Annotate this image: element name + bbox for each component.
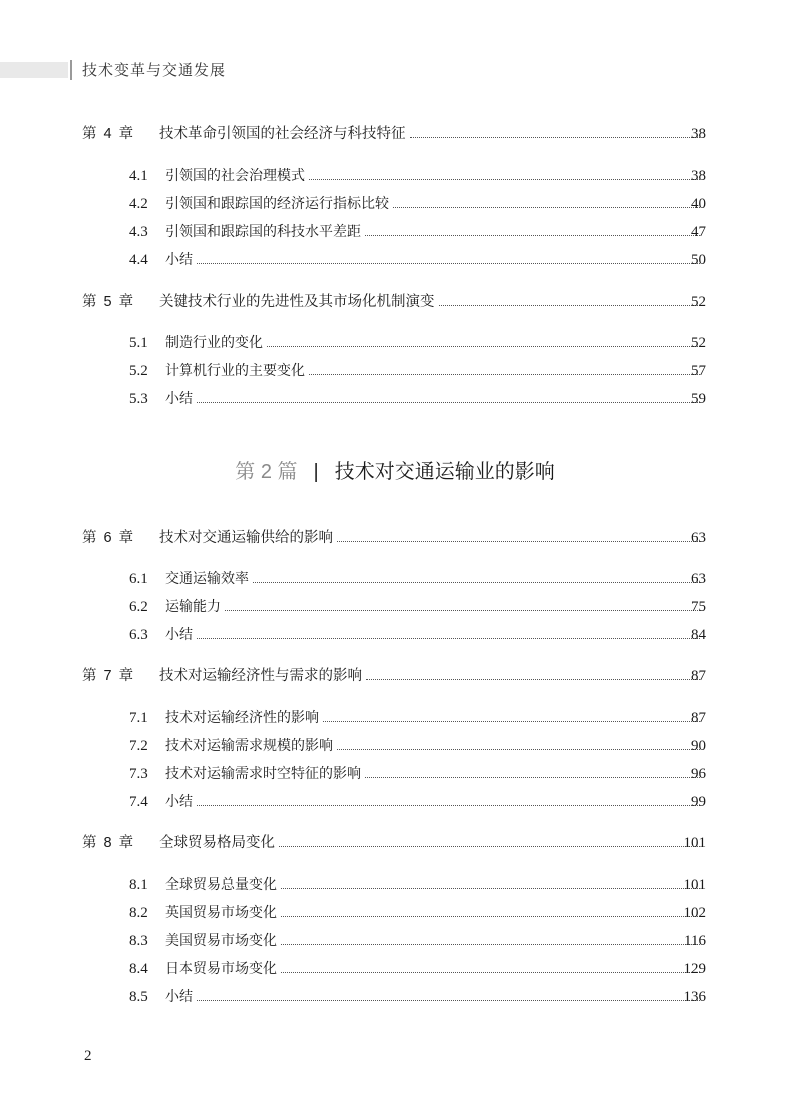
toc-entry-title: 引领国的社会治理模式 <box>165 168 305 184</box>
toc-entry-title: 运输能力 <box>165 599 221 615</box>
toc-dot-leader <box>366 679 700 680</box>
toc-entry-title: 技术对运输经济性与需求的影响 <box>159 668 362 684</box>
toc-entry-page: 52 <box>691 294 706 310</box>
toc-dot-leader <box>267 346 700 347</box>
toc-entry-number: 第 7 章 <box>82 668 134 684</box>
toc-section-row <box>0 957 790 981</box>
toc-chapter-row <box>0 122 790 146</box>
toc-entry-title: 英国贸易市场变化 <box>165 905 277 921</box>
toc-entry-title: 小结 <box>165 794 193 810</box>
part-separator: | <box>313 461 319 483</box>
part-title: 技术对交通运输业的影响 <box>334 461 555 483</box>
toc-dot-leader <box>253 582 700 583</box>
toc-entry-number: 第 4 章 <box>82 126 134 142</box>
toc-entry-title: 全球贸易总量变化 <box>165 877 277 893</box>
toc-entry-title: 美国贸易市场变化 <box>165 933 277 949</box>
toc-section-row <box>0 331 790 355</box>
toc-dot-leader <box>393 207 700 208</box>
toc-section-row <box>0 734 790 758</box>
toc-dot-leader <box>323 721 700 722</box>
toc-entry-page: 116 <box>684 933 706 949</box>
toc-entry-number: 7.1 <box>129 710 148 726</box>
toc-entry-number: 5.3 <box>129 391 148 407</box>
running-header: 技术变革与交通发展 <box>82 61 227 79</box>
toc-section-row <box>0 567 790 591</box>
toc-dot-leader <box>337 749 700 750</box>
toc-entry-number: 第 8 章 <box>82 835 134 851</box>
toc-section-row <box>0 387 790 411</box>
toc-entry-title: 计算机行业的主要变化 <box>165 363 305 379</box>
toc-section-row <box>0 164 790 188</box>
toc-entry-number: 5.1 <box>129 335 148 351</box>
toc-dot-leader <box>197 805 700 806</box>
toc-entry-page: 38 <box>691 126 706 142</box>
toc-section-row <box>0 359 790 383</box>
toc-dot-leader <box>197 263 700 264</box>
toc-dot-leader <box>225 610 700 611</box>
toc-entry-number: 第 6 章 <box>82 530 134 546</box>
toc-entry-number: 4.1 <box>129 168 148 184</box>
toc-entry-page: 47 <box>691 224 706 240</box>
toc-entry-page: 87 <box>691 710 706 726</box>
toc-section-row <box>0 929 790 953</box>
header-divider <box>70 60 72 80</box>
toc-entry-page: 84 <box>691 627 706 643</box>
part-heading <box>0 455 790 484</box>
toc-entry-page: 59 <box>691 391 706 407</box>
toc-entry-number: 7.3 <box>129 766 148 782</box>
part-label: 第 2 篇 <box>235 461 298 483</box>
toc-entry-title: 小结 <box>165 627 193 643</box>
toc-entry-page: 50 <box>691 252 706 268</box>
toc-entry-number: 8.3 <box>129 933 148 949</box>
toc-entry-page: 96 <box>691 766 706 782</box>
page-number: 2 <box>84 1048 92 1064</box>
toc-dot-leader <box>309 374 700 375</box>
toc-dot-leader <box>281 944 700 945</box>
toc-entry-title: 日本贸易市场变化 <box>165 961 277 977</box>
toc-entry-number: 4.4 <box>129 252 148 268</box>
toc-entry-number: 第 5 章 <box>82 294 134 310</box>
toc-dot-leader <box>197 1000 700 1001</box>
toc-entry-title: 技术对交通运输供给的影响 <box>159 530 333 546</box>
toc-entry-page: 129 <box>683 961 706 977</box>
toc-entry-page: 136 <box>683 989 706 1005</box>
toc-entry-number: 7.2 <box>129 738 148 754</box>
toc-entry-number: 8.4 <box>129 961 148 977</box>
toc-chapter-row <box>0 526 790 550</box>
toc-dot-leader <box>337 541 700 542</box>
toc-entry-page: 102 <box>683 905 706 921</box>
toc-section-row <box>0 706 790 730</box>
toc-section-row <box>0 790 790 814</box>
toc-entry-title: 小结 <box>165 989 193 1005</box>
toc-entry-page: 57 <box>691 363 706 379</box>
toc-section-row <box>0 901 790 925</box>
toc-dot-leader <box>410 137 700 138</box>
toc-entry-title: 引领国和跟踪国的经济运行指标比较 <box>165 196 389 212</box>
header-decor-bar <box>0 62 68 78</box>
toc-section-row <box>0 595 790 619</box>
toc-entry-number: 4.2 <box>129 196 148 212</box>
toc-entry-title: 关键技术行业的先进性及其市场化机制演变 <box>159 294 435 310</box>
toc-section-row <box>0 873 790 897</box>
toc-section-row <box>0 220 790 244</box>
toc-chapter-row <box>0 290 790 314</box>
toc-section-row <box>0 248 790 272</box>
toc-entry-page: 101 <box>683 877 706 893</box>
toc-entry-title: 小结 <box>165 391 193 407</box>
toc-dot-leader <box>309 179 700 180</box>
toc-entry-number: 4.3 <box>129 224 148 240</box>
toc-entry-number: 6.3 <box>129 627 148 643</box>
toc-entry-title: 小结 <box>165 252 193 268</box>
toc-entry-title: 制造行业的变化 <box>165 335 263 351</box>
toc-dot-leader <box>281 888 700 889</box>
toc-dot-leader <box>281 916 700 917</box>
toc-entry-number: 6.2 <box>129 599 148 615</box>
toc-entry-title: 技术对运输需求时空特征的影响 <box>165 766 361 782</box>
toc-entry-title: 技术对运输需求规模的影响 <box>165 738 333 754</box>
toc-dot-leader <box>365 777 700 778</box>
toc-entry-page: 99 <box>691 794 706 810</box>
toc-entry-page: 101 <box>683 835 706 851</box>
toc-entry-number: 6.1 <box>129 571 148 587</box>
toc-entry-number: 5.2 <box>129 363 148 379</box>
toc-dot-leader <box>279 846 700 847</box>
toc-entry-page: 63 <box>691 530 706 546</box>
toc-entry-number: 8.2 <box>129 905 148 921</box>
toc-chapter-row <box>0 664 790 688</box>
toc-dot-leader <box>439 305 700 306</box>
toc-section-row <box>0 985 790 1009</box>
toc-entry-title: 交通运输效率 <box>165 571 249 587</box>
toc-entry-page: 40 <box>691 196 706 212</box>
toc-dot-leader <box>281 972 700 973</box>
toc-dot-leader <box>365 235 700 236</box>
toc-entry-title: 引领国和跟踪国的科技水平差距 <box>165 224 361 240</box>
toc-section-row <box>0 762 790 786</box>
toc-entry-number: 8.1 <box>129 877 148 893</box>
toc-dot-leader <box>197 402 700 403</box>
toc-entry-page: 90 <box>691 738 706 754</box>
toc-dot-leader <box>197 638 700 639</box>
toc-entry-page: 63 <box>691 571 706 587</box>
toc-section-row <box>0 623 790 647</box>
toc-entry-title: 技术革命引领国的社会经济与科技特征 <box>159 126 406 142</box>
toc-entry-page: 38 <box>691 168 706 184</box>
toc-chapter-row <box>0 831 790 855</box>
toc-entry-page: 75 <box>691 599 706 615</box>
toc-entry-title: 全球贸易格局变化 <box>159 835 275 851</box>
toc-entry-page: 87 <box>691 668 706 684</box>
toc-section-row <box>0 192 790 216</box>
toc-entry-number: 8.5 <box>129 989 148 1005</box>
toc-entry-title: 技术对运输经济性的影响 <box>165 710 319 726</box>
toc-entry-number: 7.4 <box>129 794 148 810</box>
toc-entry-page: 52 <box>691 335 706 351</box>
